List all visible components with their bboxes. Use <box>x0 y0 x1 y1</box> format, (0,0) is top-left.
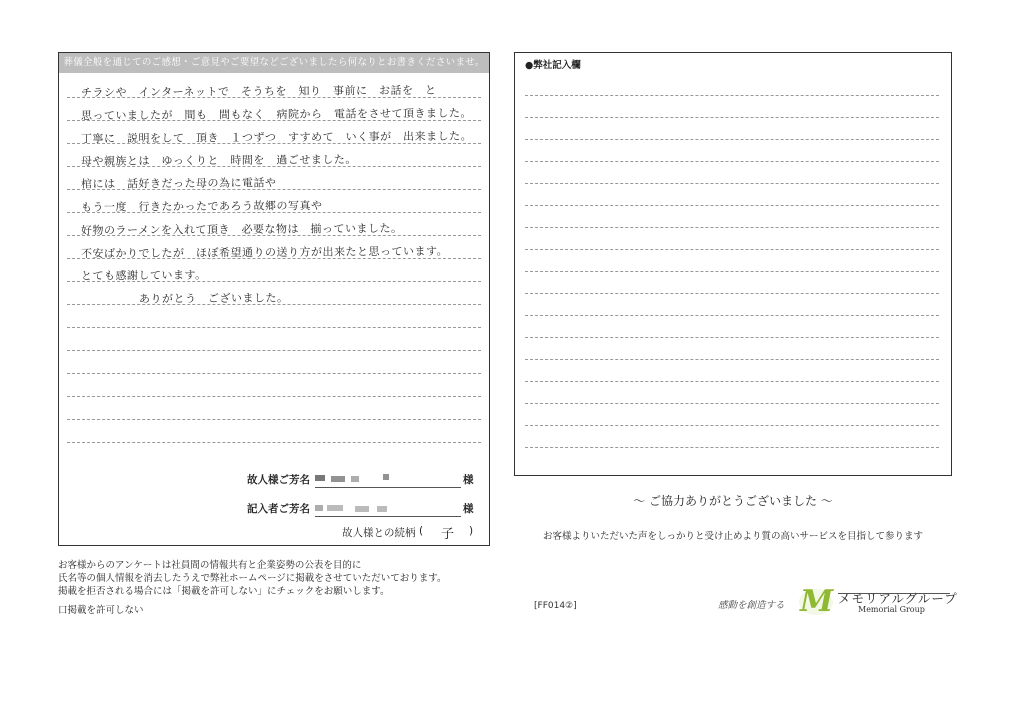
redacted-name-block <box>355 506 369 512</box>
redacted-name-block <box>377 506 387 512</box>
ruled-line <box>67 327 481 328</box>
slogan: 感動を創造する <box>718 600 785 611</box>
ruled-line <box>525 293 939 294</box>
notice-line: 氏名等の個人情報を消去したうえで弊社ホームページに掲載をさせていただいております。 <box>58 573 447 584</box>
notice-line: お客様からのアンケートは社員間の情報共有と企業姿勢の公表を目的に <box>58 560 362 571</box>
ruled-line <box>67 396 481 397</box>
writer-name-label: 記入者ご芳名 <box>247 503 310 515</box>
ruled-line <box>525 337 939 338</box>
ruled-line <box>525 381 939 382</box>
deceased-name-underline <box>315 487 461 488</box>
brand-name-en: Memorial Group <box>858 605 925 614</box>
memorial-group-logo <box>796 582 836 618</box>
handwritten-line: チラシや インターネットで そうちを 知り 事前に お話を と <box>80 83 437 100</box>
ruled-line <box>525 161 939 162</box>
thanks-message: お客様よりいただいた声をしっかりと受け止めより質の高いサービスを目指して参ります <box>542 531 923 542</box>
company-use-title: ●弊社記入欄 <box>525 60 581 71</box>
writer-name-underline <box>315 516 461 517</box>
deceased-honorific: 様 <box>463 474 474 486</box>
svg-text:M: M <box>800 584 834 618</box>
relation-close-paren: ) <box>469 525 474 537</box>
redacted-name-block <box>315 505 323 511</box>
handwritten-line: 母や親族とは ゆっくりと 時間を 過ごせました。 <box>80 153 357 168</box>
ruled-line <box>67 419 481 420</box>
redacted-name-block <box>331 476 345 482</box>
relation-value: 子 <box>441 527 455 542</box>
handwritten-line: 思っていましたが 間も 間もなく 病院から 電話をさせて頂きました。 <box>80 106 473 123</box>
company-use-box <box>514 52 952 476</box>
ruled-line <box>525 425 939 426</box>
ruled-line <box>525 183 939 184</box>
ruled-line <box>67 442 481 443</box>
publish-refusal-checkbox[interactable]: 口掲載を許可しない <box>58 605 144 616</box>
ruled-line <box>525 95 939 96</box>
form-code: [FF014②] <box>534 601 577 611</box>
customer-comment-box <box>58 52 490 546</box>
comment-box-header: 葬儀全般を通じてのご感想・ご意見やご要望などございましたら何なりとお書きくださいませ。 <box>59 53 489 73</box>
handwritten-line: 棺には 話好きだった母の為に電話や <box>80 176 277 191</box>
ruled-line <box>525 359 939 360</box>
handwritten-line: 丁寧に 説明をして 頂き １つずつ すすめて いく事が 出来ました。 <box>80 129 473 146</box>
ruled-line <box>525 315 939 316</box>
ruled-line <box>525 249 939 250</box>
ruled-line <box>525 403 939 404</box>
thanks-title: 〜 ご協力ありがとうございました 〜 <box>633 494 833 508</box>
redacted-name-block <box>383 474 389 480</box>
relation-label: 故人様との続柄 <box>342 527 416 539</box>
ruled-line <box>525 271 939 272</box>
ruled-line <box>525 227 939 228</box>
handwritten-line: 不安ばかりでしたが ほぼ希望通りの送り方が出来たと思っています。 <box>80 244 449 261</box>
handwritten-line: ありがとう ございました。 <box>138 291 289 306</box>
redacted-name-block <box>315 475 325 481</box>
ruled-line <box>525 117 939 118</box>
logo-m-icon <box>796 582 836 618</box>
relation-open-paren: ( <box>419 525 424 537</box>
ruled-line <box>525 205 939 206</box>
handwritten-line: とても感謝しています。 <box>80 268 207 283</box>
deceased-name-label: 故人様ご芳名 <box>247 474 310 486</box>
redacted-name-block <box>327 505 343 511</box>
ruled-line <box>525 447 939 448</box>
redacted-name-block <box>351 476 359 482</box>
handwritten-line: 好物のラーメンを入れて頂き 必要な物は 揃っていました。 <box>80 221 403 238</box>
ruled-line <box>525 139 939 140</box>
notice-line: 掲載を拒否される場合には「掲載を許可しない」にチェックをお願いします。 <box>58 586 390 597</box>
ruled-line <box>67 373 481 374</box>
brand-name-jp: メモリアルグループ <box>838 591 958 606</box>
brand-underline <box>838 593 950 594</box>
ruled-line <box>67 350 481 351</box>
writer-honorific: 様 <box>463 503 474 515</box>
handwritten-line: もう一度 行きたかったであろう故郷の写真や <box>80 199 323 214</box>
privacy-notice <box>58 559 498 598</box>
